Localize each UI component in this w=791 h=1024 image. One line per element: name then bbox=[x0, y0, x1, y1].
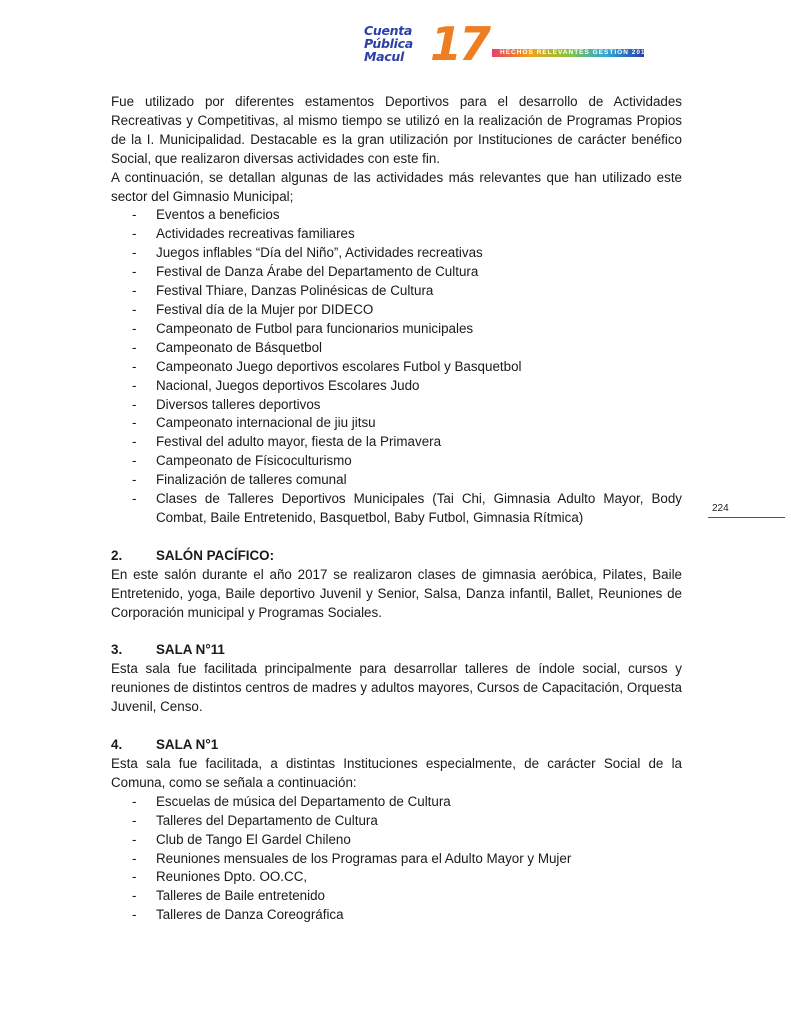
list-item: - Clases de Talleres Deportivos Municipales (Tai Chi, Gimnasia Adulto Mayor, Body Combat, Baile Entretenido, Basquetbol, Baby Futbol, Gimnasia Rítmica) bbox=[111, 490, 682, 528]
list-item: - Escuelas de música del Departamento de Cultura bbox=[111, 793, 682, 812]
section-number: 3. bbox=[111, 642, 123, 658]
list-item: - Festival de Danza Árabe del Departamento de Cultura bbox=[111, 263, 682, 282]
logo-number bbox=[430, 18, 488, 70]
section-number: 2. bbox=[111, 547, 123, 563]
section-text: En este salón durante el año 2017 se realizaron clases de gimnasia aeróbica, Pilates, Baile Entretenido, yoga, Baile deportivo Juvenil y Senior, Salsa, Danza infantil, Ballet, Reuniones de Corporación municipal y Programas Sociales. bbox=[111, 566, 682, 620]
logo-wordmark bbox=[364, 24, 434, 63]
page-number-rule bbox=[708, 517, 785, 518]
list-item: - Nacional, Juegos deportivos Escolares Judo bbox=[111, 377, 682, 396]
list-item: - Reuniones Dpto. OO.CC, bbox=[111, 868, 682, 887]
logo-tagline: HECHOS RELEVANTES GESTIÓN 2017 bbox=[500, 49, 651, 56]
section-title: SALA N°1 bbox=[156, 737, 219, 753]
list-item: - Festival día de la Mujer por DIDECO bbox=[111, 301, 682, 320]
section-number: 4. bbox=[111, 737, 123, 753]
section-text: Esta sala fue facilitada principalmente para desarrollar talleres de índole social, cursos y reuniones de distintos centros de madres y adultos mayores, Cursos de Capacitación, Orquesta Juvenil, Censo. bbox=[111, 661, 682, 715]
list-item: - Campeonato internacional de jiu jitsu bbox=[111, 414, 682, 433]
list-item: - Campeonato de Futbol para funcionarios municipales bbox=[111, 320, 682, 339]
list-item: - Club de Tango El Gardel Chileno bbox=[111, 831, 682, 850]
section-heading-sala-11 bbox=[111, 641, 682, 660]
list-item: - Actividades recreativas familiares bbox=[111, 225, 682, 244]
intro-paragraph: Fue utilizado por diferentes estamentos Deportivos para el desarrollo de Actividades Recreativas y Competitivas, al mismo tiempo se utilizó en la realización de Programas Propios de la I. Municipalidad. Destacable es la gran utilización por Instituciones de carácter benéfico Social, que realizaron diversas actividades con este fin. bbox=[111, 94, 682, 166]
section-title: SALA N°11 bbox=[156, 642, 225, 658]
sala-1-list bbox=[111, 793, 682, 925]
document-body bbox=[111, 93, 682, 925]
list-item: - Talleres de Danza Coreográfica bbox=[111, 906, 682, 925]
list-item: - Talleres de Baile entretenido bbox=[111, 887, 682, 906]
logo-number-text: 17 bbox=[430, 17, 489, 71]
section-heading-sala-1 bbox=[111, 736, 682, 755]
list-item: - Campeonato Juego deportivos escolares Futbol y Basquetbol bbox=[111, 358, 682, 377]
list-item: - Eventos a beneficios bbox=[111, 206, 682, 225]
logo-line-1: Cuenta bbox=[364, 23, 413, 38]
logo-line-3: Macul bbox=[364, 49, 404, 64]
section-text: Esta sala fue facilitada, a distintas Instituciones especialmente, de carácter Social de la Comuna, como se señala a continuación: bbox=[111, 756, 682, 790]
list-item: - Campeonato de Físicoculturismo bbox=[111, 452, 682, 471]
activities-list bbox=[111, 206, 682, 527]
list-item: - Festival del adulto mayor, fiesta de la Primavera bbox=[111, 433, 682, 452]
list-item: - Juegos inflables “Día del Niño”, Actividades recreativas bbox=[111, 244, 682, 263]
list-item: - Festival Thiare, Danzas Polinésicas de Cultura bbox=[111, 282, 682, 301]
intro-lead: A continuación, se detallan algunas de las actividades más relevantes que han utilizado este sector del Gimnasio Municipal; bbox=[111, 169, 682, 204]
list-item: - Campeonato de Básquetbol bbox=[111, 339, 682, 358]
logo-line-2: Pública bbox=[364, 36, 413, 51]
list-item: - Diversos talleres deportivos bbox=[111, 396, 682, 415]
page-number: 224 bbox=[712, 503, 729, 514]
list-item: - Talleres del Departamento de Cultura bbox=[111, 812, 682, 831]
list-item: - Reuniones mensuales de los Programas para el Adulto Mayor y Mujer bbox=[111, 850, 682, 869]
section-heading-salon-pacifico bbox=[111, 547, 682, 566]
list-item: - Finalización de talleres comunal bbox=[111, 471, 682, 490]
section-title: SALÓN PACÍFICO: bbox=[156, 547, 275, 563]
cuenta-publica-logo bbox=[356, 17, 656, 74]
